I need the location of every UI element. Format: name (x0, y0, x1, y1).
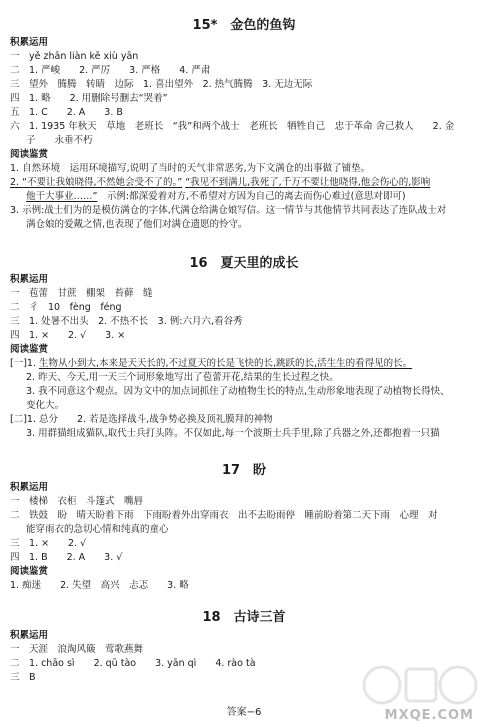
s15-heading-reading: 阅读鉴赏 (10, 149, 49, 160)
s16-line: 3. 用群猫组成猫队,取代士兵打头阵。不仅如此,每一个波斯士兵手里,除了兵器之外,还都抱着一只猫 (26, 428, 440, 439)
s17-line: 二 铁鼓 盼 晴天盼着下雨 下雨盼着外出穿雨衣 出不去盼雨停 睡前盼着第二天下雨 心理 对 (10, 510, 438, 521)
s15-line: 五 1. C 2. A 3. B (10, 107, 123, 118)
s17-heading-accumulate: 积累运用 (10, 482, 49, 493)
s15-line: 六 1. 1935 年秋天 草地 老班长 “我”和两个战士 老班长 牺牲自己 忠于革命 舍己救人 2. 金 (10, 121, 455, 132)
s15-line: 子 永垂不朽 (26, 135, 93, 146)
s16-line: 三 1. 处暑不出头 2. 不热不长 3. 例:六月六,看谷秀 (10, 316, 243, 327)
s18-line: 二 1. chāo sì 2. qū tào 3. yān qì 4. rào tà (10, 658, 256, 669)
section-15-title: 15* 金色的鱼钩 (192, 18, 296, 33)
underlined-quote: 2. “不要让我娘晓得,不然她会受不了的。” (10, 177, 183, 188)
s15-heading-accumulate: 积累运用 (10, 37, 49, 48)
section-18-title: 18 古诗三首 (202, 610, 286, 625)
underlined-quote: 他干大事业……” (26, 191, 98, 202)
underlined-quote: “我见不到满儿,我死了,千万不要让他晓得,他会伤心的,影响 (185, 177, 431, 188)
underlined-answer: 生物从小到大,本来是天天长的,不过夏天的长是飞快的长,跳跃的长,活生生的看得见的长。 (39, 358, 413, 369)
s18-line: 一 天涯 浪淘风簸 莺歌燕舞 (10, 644, 144, 655)
s16-heading-accumulate: 积累运用 (10, 274, 49, 285)
page-footer: 答案−6 (226, 707, 262, 718)
s17-line: 1. 痴迷 2. 失望 高兴 忐忑 3. 略 (10, 580, 189, 591)
s16-line: 一 苞蕾 甘蔗 棚架 苔藓 缝 (10, 288, 153, 299)
s15-line: 1. 自然环境 运用环境描写,说明了当时的天气非常恶劣,为下文满仓的出事做了铺垫。 (10, 163, 371, 174)
section-17-title: 17 盼 (221, 463, 267, 478)
s15-line: 一 yě zhān liàn kě xiù yān (10, 51, 139, 62)
s18-line: 三 B (10, 672, 36, 683)
s15-line-quote (10, 177, 430, 189)
s18-heading-accumulate: 积累运用 (10, 630, 49, 641)
s17-line: 一 楼梯 衣柜 斗篷式 嘴唇 (10, 496, 144, 507)
s16-line: [二]1. 总分 2. 若是选择战斗,战争势必换及顶礼膜拜的神物 (10, 414, 273, 425)
s15-line: 3. 示例:战士们为的是模仿满仓的字体,代满仓给满仓娘写信。这一情节与其他情节共同表达了连队战士对 (10, 205, 447, 216)
s16-line: 二 彳 10 fèng féng (10, 302, 122, 313)
s15-line: 二 1. 严峻 2. 严厉 3. 严格 4. 严肃 (10, 65, 211, 76)
s16-line: 四 1. × 2. √ 3. × (10, 330, 126, 341)
section-16-title: 16 夏天里的成长 (189, 256, 299, 271)
s16-line: 3. 我不同意这个观点。因为文中的加点词抓住了动植物生长的特点,生动形象地表现了动植物长得快、 (26, 386, 450, 397)
s17-line: 四 1. B 2. A 3. √ (10, 552, 123, 563)
item-number: [一]1. (10, 358, 39, 369)
example-text: 示例:都深爱着对方,不希望对方因为自己的离去而伤心难过(意思对即可) (97, 191, 406, 202)
watermark-site-text: MXQE.COM (384, 708, 474, 723)
s16-line-underlined (10, 358, 412, 370)
s16-heading-reading: 阅读鉴赏 (10, 344, 49, 355)
s17-line: 三 1. × 2. √ (10, 538, 87, 549)
s16-line: 变化大。 (26, 400, 65, 411)
s15-line: 三 望外 腾腾 转睛 边际 1. 喜出望外 2. 热气腾腾 3. 无边无际 (10, 79, 313, 90)
s15-line-quote (26, 191, 406, 203)
s15-line: 满仓娘的爱戴之情,也表现了他们对满仓遗愿的怜守。 (26, 219, 248, 230)
watermark-logo-icon (360, 661, 480, 709)
s16-line: 2. 昨天、今天,用一天三个词形象地写出了苞蕾开花,结果的生长过程之快。 (26, 372, 339, 383)
s17-heading-reading: 阅读鉴赏 (10, 566, 49, 577)
s15-line: 四 1. 略 2. 用删除号删去“哭着” (10, 93, 168, 104)
s17-line: 能穿雨衣的急切心情和纯真的童心 (26, 524, 169, 535)
